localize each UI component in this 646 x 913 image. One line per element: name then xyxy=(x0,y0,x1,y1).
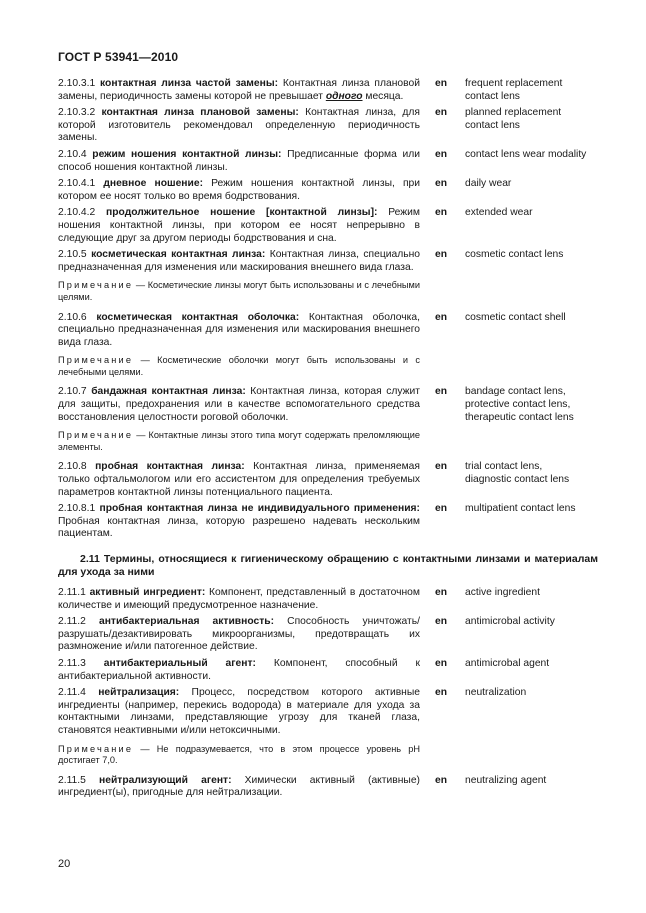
language-code: en xyxy=(435,148,448,160)
term-entry xyxy=(58,616,598,654)
english-term: antimicrobal activity xyxy=(465,616,555,628)
term-entry xyxy=(58,249,598,274)
definition-text: Режим ношения контактной линзы, при котором ее носят непрерывно в следующие друг за другом периоды бодрствования и сна. xyxy=(58,207,421,244)
term-name: дневное ношение: xyxy=(103,178,203,190)
note-text: — Косметические линзы могут быть использованы и с лечебными целями. xyxy=(58,280,420,302)
term-name: активный ингредиент: xyxy=(89,587,206,598)
english-term: cosmetic contact shell xyxy=(465,311,566,323)
definition-text: Контактная линза, специально предназначенная для изменения или маскирования внешнего вида глаза. xyxy=(58,249,420,273)
term-number: 2.10.7 xyxy=(58,386,87,398)
english-equivalent xyxy=(465,78,598,103)
term-name: продолжительное ношение [контактной линзы]: xyxy=(106,207,378,219)
language-code: en xyxy=(435,178,448,190)
english-equivalent xyxy=(465,312,598,350)
term-definition xyxy=(58,386,420,424)
term-definition xyxy=(58,775,420,800)
language-code: en xyxy=(435,503,448,515)
language-code: en xyxy=(435,687,448,699)
entry-group xyxy=(58,386,598,424)
term-entry xyxy=(58,207,598,245)
definition-text: Пробная контактная линза, которую разрешено надевать нескольким пациентам. xyxy=(58,515,420,540)
entry-group xyxy=(58,78,598,274)
document-header: ГОСТ Р 53941—2010 xyxy=(58,50,179,64)
term-definition xyxy=(58,461,420,499)
document-body xyxy=(58,78,598,804)
term-definition xyxy=(58,178,420,203)
entry-group xyxy=(58,312,598,350)
english-equivalent xyxy=(465,207,598,245)
term-entry xyxy=(58,587,598,612)
language-code: en xyxy=(435,386,448,398)
term-number: 2.11.3 xyxy=(58,657,86,669)
english-term: contact lens xyxy=(465,90,520,102)
term-name: антибактериальная активность: xyxy=(98,616,275,628)
term-entry xyxy=(58,461,598,499)
term-definition xyxy=(58,207,420,245)
term-definition xyxy=(58,687,420,737)
definition-text: Способность уничтожать/разрушать/дезактивировать микроорганизмы, предотвращать их размножение и/или патогенное действие. xyxy=(58,616,420,653)
term-number: 2.10.8 xyxy=(58,461,87,473)
definition-text: месяца. xyxy=(362,90,404,102)
language-code: en xyxy=(435,78,448,89)
english-term: antimicrobal agent xyxy=(465,657,550,669)
term-name: контактная линза плановой замены: xyxy=(101,107,299,119)
english-term: extended wear xyxy=(465,207,533,219)
term-entry xyxy=(58,687,598,737)
term-entry xyxy=(58,658,598,683)
note xyxy=(58,355,420,378)
english-term: protective contact lens, xyxy=(465,399,571,411)
term-entry xyxy=(58,312,598,350)
english-equivalent xyxy=(465,107,598,145)
english-term: frequent replacement xyxy=(465,78,563,89)
note xyxy=(58,744,420,767)
language-code: en xyxy=(435,616,448,628)
language-code: en xyxy=(435,587,448,598)
entry-group xyxy=(58,461,598,541)
definition-text: Контактная оболочка, специально предназначенная для изменения или маскирования внешнего вида глаза. xyxy=(58,311,420,348)
english-equivalent xyxy=(465,178,598,203)
term-number: 2.11.5 xyxy=(58,774,86,786)
term-entry xyxy=(58,386,598,424)
term-number: 2.11.1 xyxy=(58,587,86,598)
english-equivalent xyxy=(465,461,598,499)
english-equivalent xyxy=(465,587,598,612)
language-code: en xyxy=(435,107,448,119)
english-equivalent xyxy=(465,249,598,274)
language-code: en xyxy=(435,461,448,473)
definition-text: Компонент, способный к антибактериальной активности. xyxy=(58,657,420,682)
term-definition xyxy=(58,78,420,103)
definition-text: Контактная линза плановой замены, периодичность замены которой не превышает xyxy=(58,78,420,102)
term-number: 2.10.6 xyxy=(58,311,87,323)
term-number: 2.10.4.1 xyxy=(58,178,96,190)
term-entry xyxy=(58,503,598,541)
term-name: нейтрализующий агент: xyxy=(99,774,232,786)
english-equivalent xyxy=(465,658,598,683)
section-heading: 2.11 Термины, относящиеся к гигиеническому обращению с контактными линзами и материалам для ухода за ними xyxy=(58,553,598,578)
entry-group xyxy=(58,775,598,800)
definition-text: Предписанные форма или способ ношения контактной линзы. xyxy=(58,148,420,173)
note-text: — Косметические оболочки могут быть использованы и с лечебными целями. xyxy=(58,355,420,377)
english-term: neutralization xyxy=(465,687,527,699)
term-number: 2.10.5 xyxy=(58,249,87,261)
english-equivalent xyxy=(465,503,598,541)
note-text: — Не подразумевается, что в этом процессе уровень pH достигает 7,0. xyxy=(58,743,420,766)
term-name: косметическая контактная оболочка: xyxy=(96,311,300,323)
term-definition xyxy=(58,503,420,541)
note-label: Примечание xyxy=(58,430,134,441)
english-term: contact lens wear modality xyxy=(465,148,587,160)
english-term: cosmetic contact lens xyxy=(465,249,564,261)
english-equivalent xyxy=(465,616,598,654)
english-term: bandage contact lens, xyxy=(465,386,566,398)
english-equivalent xyxy=(465,687,598,737)
note xyxy=(58,280,420,303)
term-definition xyxy=(58,312,420,350)
english-equivalent xyxy=(465,386,598,424)
english-term: planned replacement xyxy=(465,107,562,119)
language-code: en xyxy=(435,207,448,219)
english-term: trial contact lens, xyxy=(465,461,543,473)
language-code: en xyxy=(435,657,448,669)
definition-text: Химически активный (активные) ингредиент(ы), пригодные для нейтрализации. xyxy=(58,774,420,799)
note xyxy=(58,430,420,453)
english-term: contact lens xyxy=(465,119,520,131)
term-number: 2.11.4 xyxy=(58,687,86,699)
definition-text: Контактная линза, которая служит для защиты, предохранения или в качестве вспомогательного средства восстановления целостности роговой оболочки. xyxy=(58,386,420,423)
term-number: 2.10.3.1 xyxy=(58,78,96,89)
note-label: Примечание xyxy=(58,743,134,754)
term-number: 2.10.3.2 xyxy=(58,107,96,119)
language-code: en xyxy=(435,249,448,261)
term-name: режим ношения контактной линзы: xyxy=(92,148,282,160)
english-term: diagnostic contact lens xyxy=(465,474,570,486)
term-entry xyxy=(58,178,598,203)
definition-text: Компонент, представленный в достаточном количестве и имеющий предусмотренное назначение. xyxy=(58,587,420,611)
term-entry xyxy=(58,78,598,103)
emphasis-text: одного xyxy=(325,90,363,102)
term-definition xyxy=(58,249,420,274)
definition-text: Контактная линза, применяемая только офтальмологом или его ассистентом для определения требуемых параметров контактной линзы потенциального пациента. xyxy=(58,461,420,498)
term-name: контактная линза частой замены: xyxy=(100,78,279,89)
term-definition xyxy=(58,107,420,145)
english-term: active ingredient xyxy=(465,587,540,598)
english-term: multipatient contact lens xyxy=(465,503,576,515)
term-name: пробная контактная линза не индивидуального применения: xyxy=(99,503,420,515)
term-number: 2.10.4.2 xyxy=(58,207,96,219)
term-name: нейтрализация: xyxy=(98,687,180,699)
term-entry xyxy=(58,149,598,174)
definition-text: Контактная линза, для которой изготовитель рекомендовал определенную периодичность замены. xyxy=(58,107,420,144)
english-equivalent xyxy=(465,775,598,800)
term-number: 2.10.4 xyxy=(58,148,87,160)
english-term: neutralizing agent xyxy=(465,774,547,786)
note-label: Примечание xyxy=(58,355,134,366)
term-entry xyxy=(58,775,598,800)
english-term: daily wear xyxy=(465,178,512,190)
definition-text: Режим ношения контактной линзы, при котором ее носят только во время бодрствования. xyxy=(58,178,420,202)
definition-text: Процесс, посредством которого активные ингредиенты (например, перекись водорода) в материале для ухода за контактными линзами, представляющие угрозу для тканей глаза, становятся неактивными и/или нетоксичными. xyxy=(58,687,420,736)
english-equivalent xyxy=(465,149,598,174)
term-name: бандажная контактная линза: xyxy=(91,386,246,398)
term-entry xyxy=(58,107,598,145)
page-number: 20 xyxy=(58,858,71,870)
term-name: антибактериальный агент: xyxy=(103,657,256,669)
language-code: en xyxy=(435,311,448,323)
term-definition xyxy=(58,616,420,654)
term-number: 2.10.8.1 xyxy=(58,503,96,515)
term-name: косметическая контактная линза: xyxy=(91,249,266,261)
entry-group xyxy=(58,587,598,738)
term-name: пробная контактная линза: xyxy=(95,461,245,473)
term-definition xyxy=(58,658,420,683)
term-number: 2.11.2 xyxy=(58,616,86,628)
term-definition xyxy=(58,587,420,612)
note-text: — Контактные линзы этого типа могут содержать преломляющие элементы. xyxy=(58,430,420,452)
english-term: therapeutic contact lens xyxy=(465,411,574,423)
term-definition xyxy=(58,149,420,174)
language-code: en xyxy=(435,774,448,786)
note-label: Примечание xyxy=(58,280,134,291)
